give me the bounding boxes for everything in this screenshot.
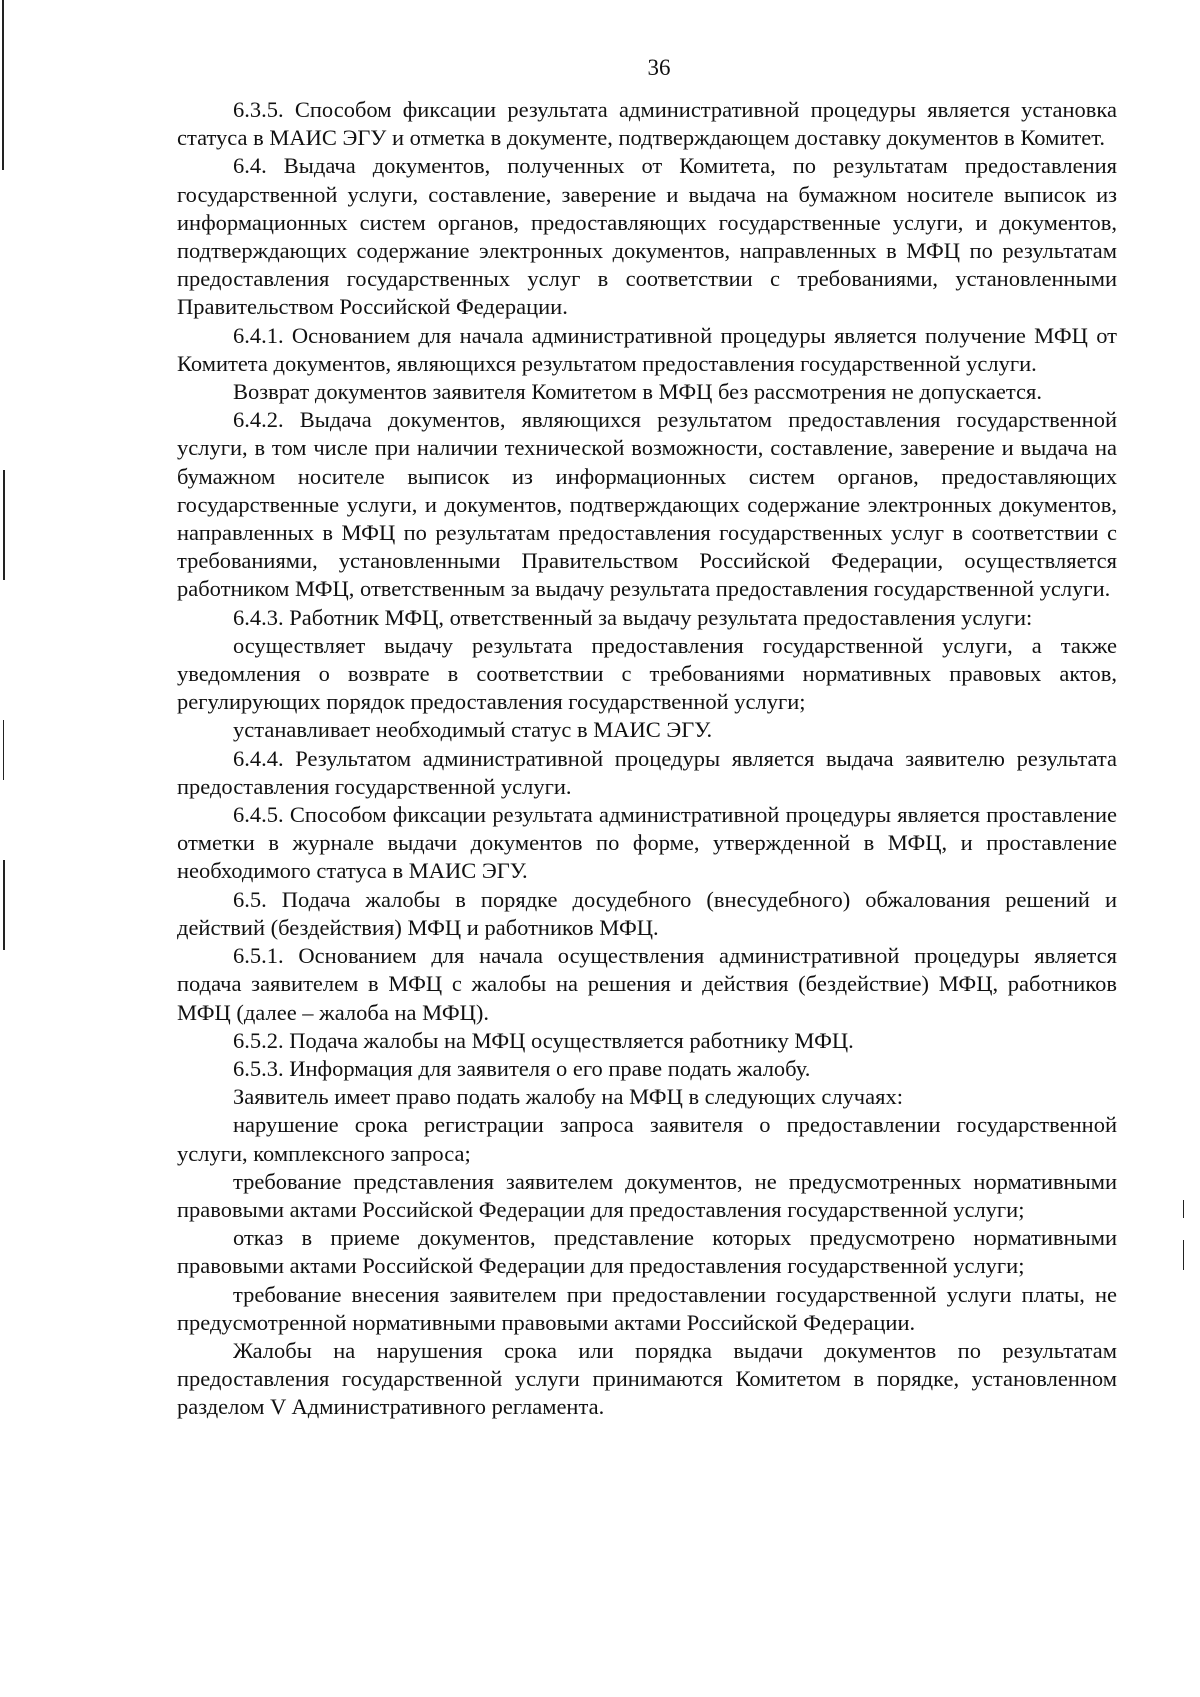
paragraph-6-4-2: 6.4.2. Выдача документов, являющихся результатом предоставления государственной услуги, в том числе при наличии технической возможности, составление, заверение и выдача на бумажном носителе выписок из информационных систем органов, предоставляющих государственные услуги, и документов, подтверждающих содержание электронных документов, направленных в МФЦ по результатам предоставления государственных услуг в соответствии с требованиями, установленными Правительством Российской Федерации, осуществляется работником МФЦ, ответственным за выдачу результата предоставления государственной услуги. bbox=[177, 407, 1117, 602]
paragraph-6-5-2: 6.5.2. Подача жалобы на МФЦ осуществляется работнику МФЦ. bbox=[233, 1027, 854, 1053]
paragraph-case-fee: требование внесения заявителем при предоставлении государственной услуги платы, не предусмотренной нормативными правовыми актами Российской Федерации. bbox=[177, 1281, 1117, 1335]
document-body bbox=[177, 96, 1117, 1422]
paragraph-6-4-5: 6.4.5. Способом фиксации результата административной процедуры является проставление отметки в журнале выдачи документов по форме, утвержденной в МФЦ, и проставление необходимого статуса в МАИС ЭГУ. bbox=[177, 802, 1117, 884]
paragraph-sets-status: устанавливает необходимый статус в МАИС ЭГУ. bbox=[233, 717, 713, 743]
paragraph-6-4: 6.4. Выдача документов, полученных от Комитета, по результатам предоставления государственной услуги, составление, заверение и выдача на бумажном носителе выписок из информационных систем органов, предоставляющих государственные услуги, и документов, подтверждающих содержание электронных документов, направленных в МФЦ по результатам предоставления государственных услуг в соответствии с требованиями, установленными Правительством Российской Федерации. bbox=[177, 153, 1117, 320]
paragraph-6-4-3: 6.4.3. Работник МФЦ, ответственный за выдачу результата предоставления услуги: bbox=[233, 604, 1033, 630]
paragraph-6-5-1: 6.5.1. Основанием для начала осуществления административной процедуры является подача заявителем в МФЦ с жалобы на решения и действия (бездействие) МФЦ, работников МФЦ (далее – жалоба на МФЦ). bbox=[177, 943, 1117, 1025]
page-number: 36 bbox=[647, 55, 671, 80]
paragraph-6-4-1: 6.4.1. Основанием для начала административной процедуры является получение МФЦ от Комитета документов, являющихся результатом предоставления государственной услуги. bbox=[177, 322, 1117, 376]
paragraph-6-3-5: 6.3.5. Способом фиксации результата административной процедуры является установка статуса в МАИС ЭГУ и отметка в документе, подтверждающем доставку документов в Комитет. bbox=[177, 97, 1117, 151]
paragraph-case-extra-documents: требование представления заявителем документов, не предусмотренных нормативными правовыми актами Российской Федерации для предоставления государственной услуги; bbox=[177, 1168, 1117, 1222]
paragraph-6-5-3: 6.5.3. Информация для заявителя о его праве подать жалобу. bbox=[233, 1055, 811, 1081]
scan-edge-mark bbox=[3, 860, 5, 950]
paragraph-issues-result: осуществляет выдачу результата предоставления государственной услуги, а также уведомления о возврате в соответствии с требованиями нормативных правовых актов, регулирующих порядок предоставления государственной услуги; bbox=[177, 632, 1117, 715]
scan-edge-mark bbox=[2, 0, 4, 170]
scan-edge-mark bbox=[3, 720, 4, 780]
paragraph-complaint-cases: Заявитель имеет право подать жалобу на МФЦ в следующих случаях: bbox=[233, 1084, 903, 1110]
paragraph-case-registration-delay: нарушение срока регистрации запроса заявителя о предоставлении государственной услуги, комплексного запроса; bbox=[177, 1112, 1117, 1166]
paragraph-case-refusal: отказ в приеме документов, представление которых предусмотрено нормативными правовыми актами Российской Федерации для предоставления государственной услуги; bbox=[177, 1225, 1117, 1279]
scan-edge-mark bbox=[1183, 1240, 1184, 1270]
scan-edge-mark bbox=[3, 470, 5, 580]
paragraph-6-5: 6.5. Подача жалобы в порядке досудебного (внесудебного) обжалования решений и действий (бездействия) МФЦ и работников МФЦ. bbox=[177, 886, 1117, 940]
paragraph-6-4-4: 6.4.4. Результатом административной процедуры является выдача заявителю результата предоставления государственной услуги. bbox=[177, 745, 1117, 799]
paragraph-complaints-committee: Жалобы на нарушения срока или порядка выдачи документов по результатам предоставления государственной услуги принимаются Комитетом в порядке, установленном разделом V Административного регламента. bbox=[177, 1337, 1117, 1420]
scan-edge-mark bbox=[1183, 1200, 1184, 1218]
paragraph-return-documents: Возврат документов заявителя Комитетом в МФЦ без рассмотрения не допускается. bbox=[233, 379, 1042, 405]
